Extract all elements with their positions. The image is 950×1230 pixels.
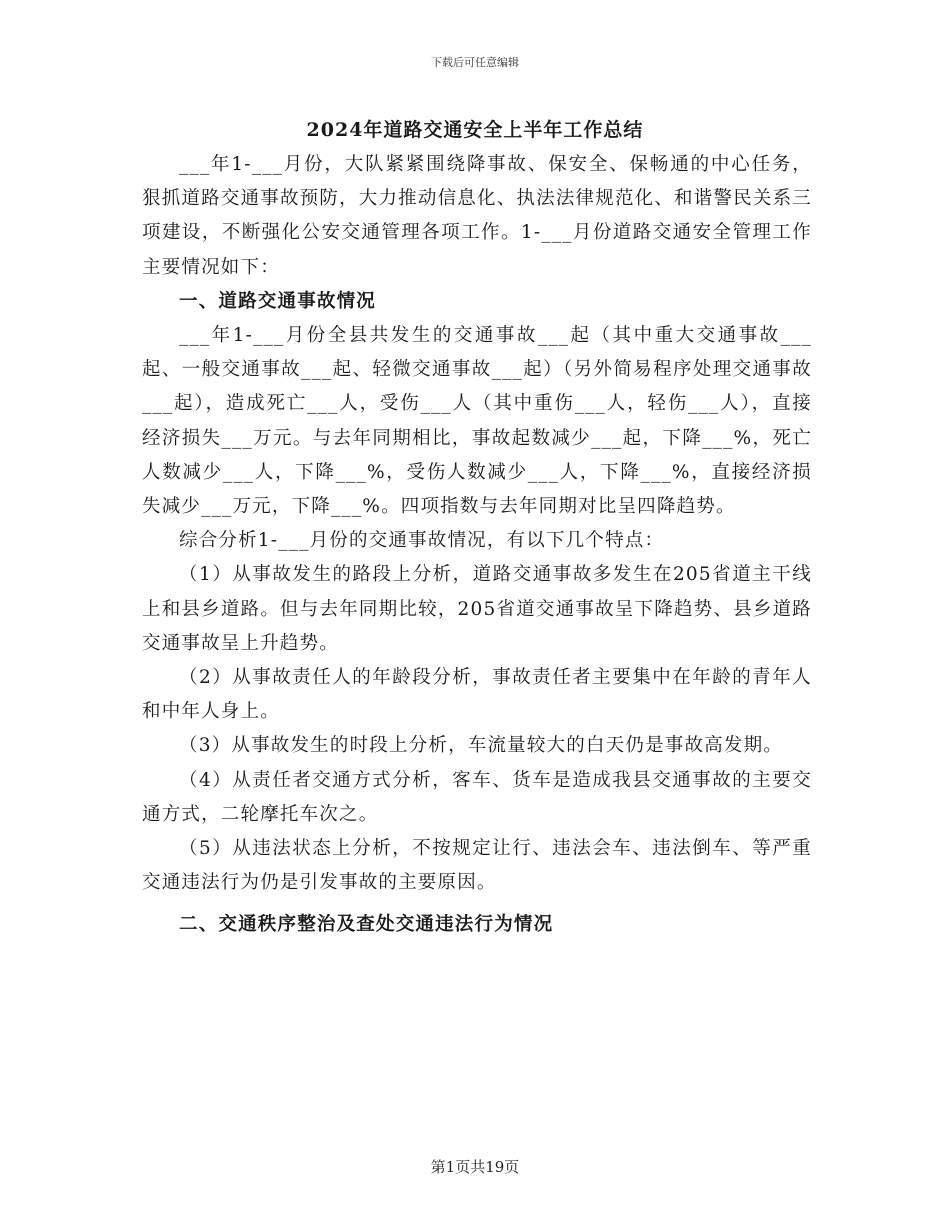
intro-paragraph: ___年1-___月份，大队紧紧围绕降事故、保安全、保畅通的中心任务，狠抓道路交通事故预防，大力推动信息化、执法法律规范化、和谐警民关系三项建设，不断强化公安交通管理各项工作。1-___月份道路交通安全管理工作主要情况如下： <box>142 154 812 278</box>
feature-item-transport-mode: （4）从责任者交通方式分析，客车、货车是造成我县交通事故的主要交通方式，二轮摩托车次之。 <box>142 769 812 825</box>
page-footer: 第1页共19页 <box>430 1158 520 1176</box>
document-title: 2024年道路交通安全上半年工作总结 <box>306 119 644 141</box>
document-body <box>142 148 812 943</box>
analysis-intro-paragraph: 综合分析1-___月份的交通事故情况，有以下几个特点： <box>179 530 665 552</box>
feature-item-road-section: （1）从事故发生的路段上分析，道路交通事故多发生在205省道主干线上和县乡道路。但与去年同期比较，205省道交通事故呈下降趋势、县乡道路交通事故呈上升趋势。 <box>142 564 812 654</box>
feature-item-violation-type: （5）从违法状态上分析，不按规定让行、违法会车、违法倒车、等严重交通违法行为仍是引发事故的主要原因。 <box>142 838 812 894</box>
feature-item-time-period: （3）从事故发生的时段上分析，车流量较大的白天仍是事故高发期。 <box>179 735 783 757</box>
feature-item-age-group: （2）从事故责任人的年龄段分析，事故责任者主要集中在年龄的青年人和中年人身上。 <box>142 667 812 723</box>
section-heading-traffic-order: 二、交通秩序整治及查处交通违法行为情况 <box>179 914 554 936</box>
header-note: 下载后可任意编辑 <box>431 56 519 69</box>
accident-stats-paragraph: ___年1-___月份全县共发生的交通事故___起（其中重大交通事故___起、一般交通事故___起、轻微交通事故___起）（另外简易程序处理交通事故___起），造成死亡___人，受伤___人（其中重伤___人，轻伤___人），直接经济损失___万元。与去年同期相比，事故起数减少___起，下降___%，死亡人数减少___人，下降___%，受伤人数减少___人，下降___%，直接经济损失减少___万元，下降___%。四项指数与去年同期对比呈四降趋势。 <box>142 325 812 518</box>
section-heading-accidents: 一、道路交通事故情况 <box>179 290 377 312</box>
